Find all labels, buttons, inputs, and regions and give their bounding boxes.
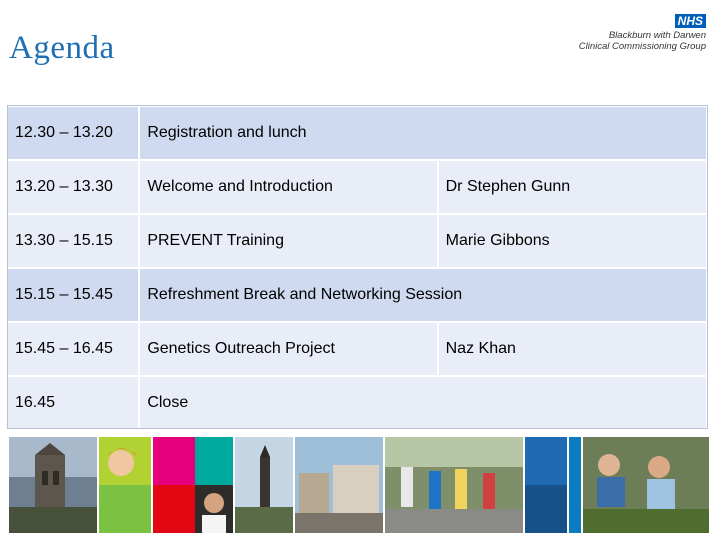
item-cell: Welcome and Introduction [139, 160, 437, 214]
agenda-table [7, 105, 708, 431]
page-title: Agenda [9, 30, 115, 66]
nhs-logo [566, 12, 706, 52]
monument-photo [235, 437, 293, 533]
time-cell: 12.30 – 13.20 [8, 106, 140, 160]
runners-photo [385, 437, 523, 533]
table-row [8, 214, 708, 268]
table-row [8, 268, 708, 322]
org-name-line2: Clinical Commissioning Group [578, 41, 706, 52]
pink-tile [153, 437, 195, 485]
teal-tile [195, 437, 233, 485]
time-cell: 15.15 – 15.45 [8, 268, 140, 322]
dark-blue-tile [525, 485, 567, 533]
red-tile [153, 485, 195, 533]
child-photo [99, 437, 151, 533]
time-cell: 16.45 [8, 376, 140, 430]
table-row [8, 106, 708, 160]
time-cell: 15.45 – 16.45 [8, 322, 140, 376]
time-cell: 13.30 – 15.15 [8, 214, 140, 268]
table-row [8, 160, 708, 214]
photo-collage [9, 437, 709, 533]
speaker-cell: Marie Gibbons [438, 214, 707, 268]
blue-tile [525, 437, 567, 485]
town-photo [295, 437, 383, 533]
gardening-photo [583, 437, 709, 533]
item-cell: Close [139, 376, 707, 430]
table-row [8, 376, 708, 430]
speaker-cell: Dr Stephen Gunn [438, 160, 707, 214]
light-blue-tile [569, 437, 581, 533]
nhs-badge: NHS [675, 14, 706, 28]
item-cell: Refreshment Break and Networking Session [139, 268, 707, 322]
item-cell: PREVENT Training [139, 214, 437, 268]
time-cell: 13.20 – 13.30 [8, 160, 140, 214]
item-cell: Registration and lunch [139, 106, 707, 160]
church-photo [9, 437, 97, 533]
table-row [8, 322, 708, 376]
photo-strip [9, 437, 709, 533]
org-name-line1: Blackburn with Darwen [608, 30, 706, 41]
speaker-cell: Naz Khan [438, 322, 707, 376]
item-cell: Genetics Outreach Project [139, 322, 437, 376]
people-photo [195, 485, 233, 533]
